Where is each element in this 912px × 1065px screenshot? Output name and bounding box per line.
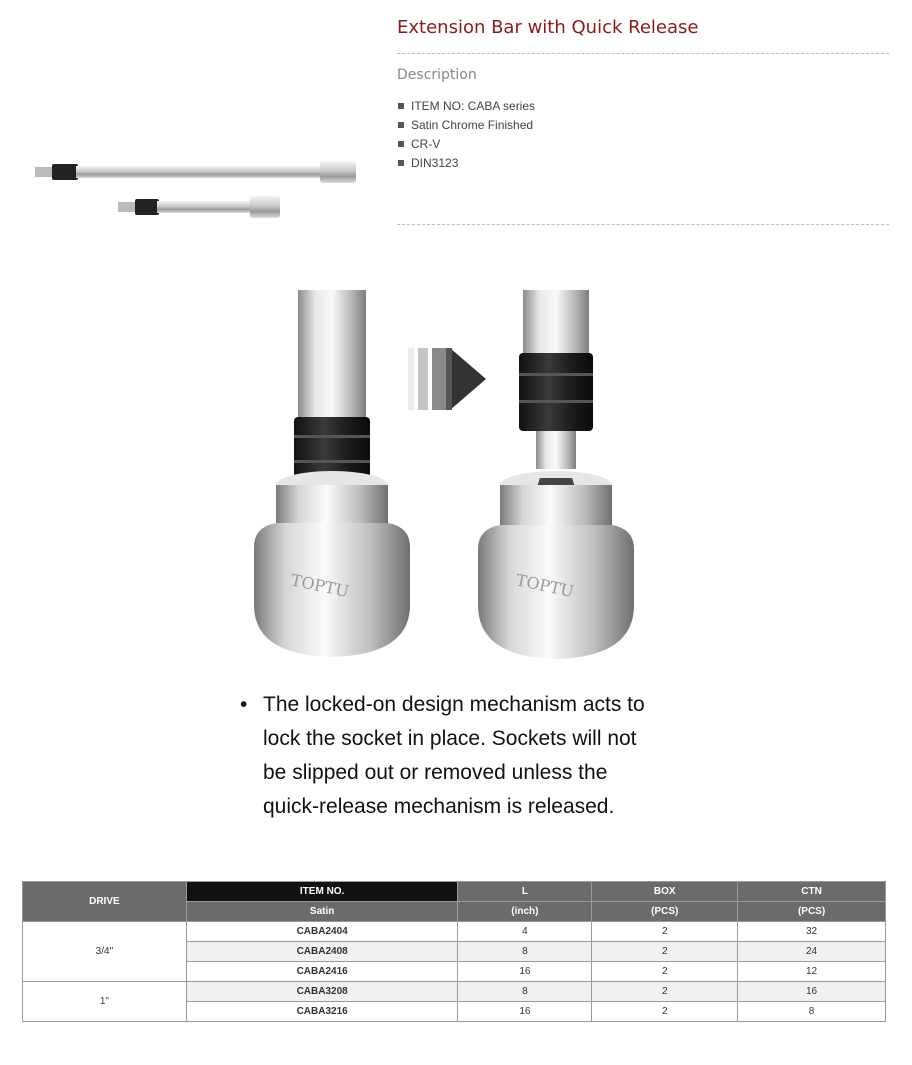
length-cell: 16 [458,1002,592,1022]
feature-item: DIN3123 [397,153,535,172]
feature-item: Satin Chrome Finished [397,115,535,134]
transition-arrow-icon [408,348,486,410]
bullet-square-icon [398,141,404,147]
box-cell: 2 [592,982,738,1002]
length-cell: 4 [458,922,592,942]
released-state-figure [478,290,634,659]
ctn-cell: 8 [738,1002,886,1022]
item-cell: CABA2408 [186,942,458,962]
ctn-cell: 32 [738,922,886,942]
drive-cell: 3/4" [23,922,187,982]
mechanism-caption [240,688,680,824]
box-cell: 2 [592,942,738,962]
box-cell: 2 [592,1002,738,1022]
header-ctn-unit: (PCS) [738,902,886,922]
length-cell: 8 [458,942,592,962]
header-box-unit: (PCS) [592,902,738,922]
header-length: L [458,882,592,902]
length-cell: 16 [458,962,592,982]
item-cell: CABA3208 [186,982,458,1002]
header-box: BOX [592,882,738,902]
table-header-row [23,882,886,902]
header-drive: DRIVE [23,882,187,922]
box-cell: 2 [592,922,738,942]
ctn-cell: 16 [738,982,886,1002]
table-row [23,922,886,942]
bullet-square-icon [398,103,404,109]
spec-table [22,881,886,1022]
socket-brand-text: TOPTU [289,570,351,602]
header-finish: Satin [186,902,458,922]
item-cell: CABA2404 [186,922,458,942]
product-title: Extension Bar with Quick Release [397,17,699,38]
feature-item: ITEM NO: CABA series [397,96,535,115]
caption-bullet: • [240,693,248,716]
length-cell: 8 [458,982,592,1002]
feature-item: CR-V [397,134,535,153]
product-photo [30,140,370,240]
ctn-cell: 12 [738,962,886,982]
ctn-cell: 24 [738,942,886,962]
socket-brand-text: TOPTU [514,570,576,602]
bullet-square-icon [398,160,404,166]
description-heading: Description [397,67,477,83]
header-item-no: ITEM NO. [186,882,458,902]
locked-state-figure [254,290,410,657]
feature-list [397,96,535,172]
bullet-square-icon [398,122,404,128]
drive-cell: 1" [23,982,187,1022]
header-length-unit: (inch) [458,902,592,922]
title-divider [397,53,889,54]
table-row [23,982,886,1002]
caption-text: The locked-on design mechanism acts to lock the socket in place. Sockets will not be slipped out or removed unless the quick-release mechanism is released. [263,693,645,818]
item-cell: CABA3216 [186,1002,458,1022]
mechanism-illustration [240,285,660,690]
box-cell: 2 [592,962,738,982]
description-divider [397,224,889,225]
item-cell: CABA2416 [186,962,458,982]
header-ctn: CTN [738,882,886,902]
